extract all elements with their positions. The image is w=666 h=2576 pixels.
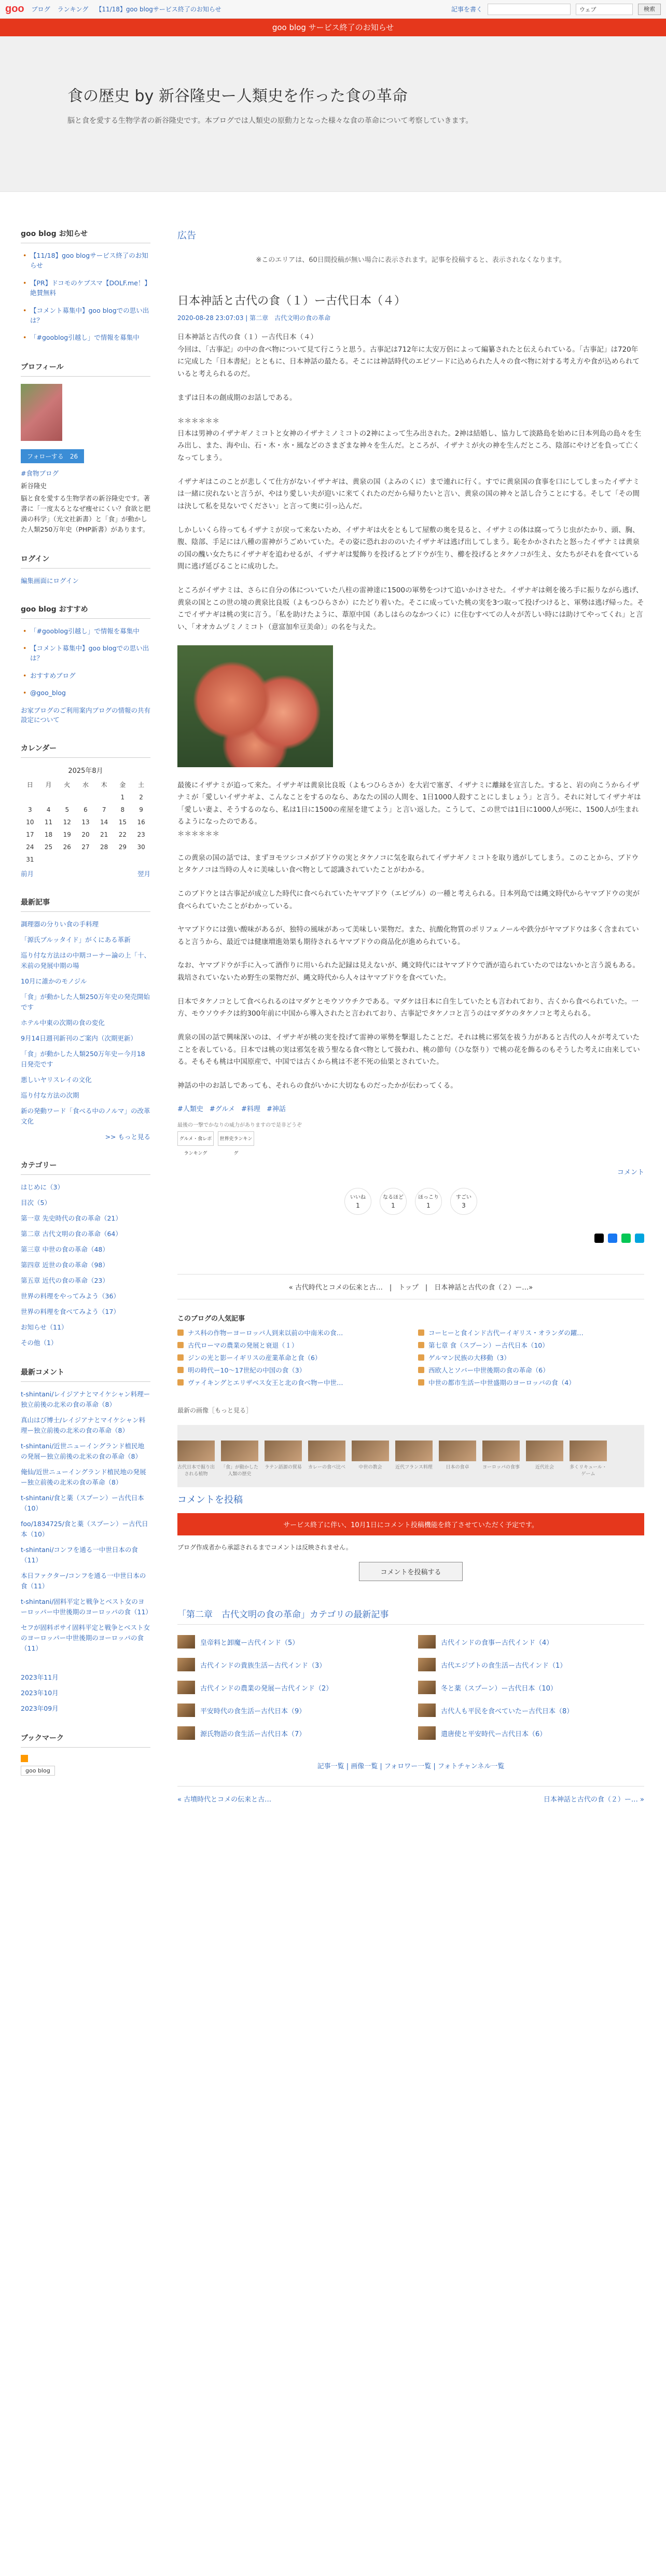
calendar-day[interactable]: 9 — [139, 806, 143, 813]
recent-image[interactable] — [352, 1441, 389, 1477]
reaction-button[interactable] — [344, 1188, 371, 1215]
category-item[interactable]: 世界の料理をやってみよう（36） — [21, 1292, 120, 1300]
bullet-icon — [177, 1329, 184, 1336]
rank-note: 最後の一撃でかなりの威力がありますので是非どうぞ — [177, 1123, 302, 1129]
profile-box — [21, 362, 150, 535]
profile-heading: プロフィール — [21, 362, 150, 377]
reaction-count: 3 — [462, 1202, 466, 1210]
reaction-buttons — [177, 1188, 644, 1215]
article-paragraph: イザナギはこのことが悲しくて仕方がないイザナギは、黄泉の国（よみのくに）まで連れに行く。すでに黄泉国の食事を口にしてしまったイザナミは一緒に戻れないと言うが、やはり愛しい夫が迎いに来てくれたのだから帰りたいと言い、黄泉の国の神々と話し合うことにする。そして「その間は決して私を見ないでください」と言って奥に引っ込んだ。 — [177, 477, 640, 510]
line-share-icon[interactable] — [621, 1234, 631, 1243]
recent-image-thumb[interactable] — [308, 1441, 345, 1461]
recent-image-thumb[interactable] — [265, 1441, 302, 1461]
bullet-icon — [418, 1329, 424, 1336]
calendar-day[interactable]: 5 — [65, 806, 70, 813]
recent-image-caption: 日本の食卓 — [446, 1465, 469, 1471]
search-button[interactable]: 検索 — [638, 4, 661, 15]
top-nav — [32, 5, 221, 13]
bullet-icon — [418, 1342, 424, 1348]
bullet-icon — [177, 1379, 184, 1386]
recent-image-caption: ラテン語源の貿易 — [265, 1465, 302, 1471]
comment-link[interactable]: コメント — [617, 1169, 644, 1177]
calendar-day[interactable]: 11 — [44, 818, 53, 826]
popular-link[interactable]: ゲルマン民族の大移動（3） — [428, 1354, 510, 1362]
bookmark-box — [21, 1733, 150, 1774]
write-article-link[interactable]: 記事を書く — [451, 6, 482, 13]
bullet-icon — [177, 1342, 184, 1348]
calendar-weekday: 木 — [101, 781, 107, 788]
calendar-day[interactable]: 17 — [26, 830, 34, 838]
peach-photo[interactable] — [177, 645, 333, 767]
category-latest-heading: 「第二章 古代文明の食の革命」カテゴリの最新記事 — [177, 1607, 644, 1625]
prev-article-link[interactable]: « 古墳時代とコメの伝来と古… — [177, 1796, 272, 1804]
notice-box — [21, 228, 150, 343]
nav-ranking[interactable]: ランキング — [57, 6, 89, 13]
notice-item[interactable]: • 【11/18】goo blogサービス終了のお知らせ — [21, 251, 150, 271]
article-paragraph: ＊＊＊＊＊＊ 日本は男神のイザナギノミコトと女神のイザナミノミコトの2神によって生み出された。2神は結婚し、協力して淡路島を始めに日本列島の島々を生み出し、また、海や山、石・木・水・風などのさまざまな神々を生んだ。ところが、イザナミが火の神を生んだところ、陰部にやけどを負って亡くなってしまう。 — [177, 417, 642, 462]
rank-banners — [177, 1131, 644, 1157]
reaction-label: なるほど — [383, 1195, 404, 1201]
article-paragraph: 神話の中のお話しであっても、それらの食がいかに大切なものだったかが伝わってくる。 — [177, 1081, 457, 1090]
article-paragraph: この黄泉の国の話では、まずヨモツシコメがブドウの実とタケノコに気を取られてイザナギノミコトを取り逃がしてしまう。このことから、ブドウとタケノコは当時の人々に美味しい食べ物として認識されていたことがわかる。 — [177, 853, 639, 875]
recent-image-caption: 近代社会 — [535, 1465, 554, 1471]
recent-image-caption: 中世の教会 — [358, 1465, 382, 1471]
calendar-day[interactable]: 31 — [26, 855, 34, 863]
calendar-day[interactable]: 13 — [81, 818, 90, 826]
article-paragraph: 黄泉の国の話で興味深いのは、イザナギが桃の実を投げて雷神の軍勢を撃退したことだ。それは桃に邪気を祓う力があると古代の人々が考えていたことを表している。日本では桃の実は邪気を祓う聖なる食べ物として扱われ、桃の節句（ひな祭り）で桃の花を飾るのもそうした考えに由来している。そもそも桃は中国原産で、中国では古くから桃は不老不死の仙果とされていた。 — [177, 1033, 640, 1067]
search-scope-select[interactable]: ウェブ — [576, 4, 633, 15]
latest-article-item[interactable]: 巡り付な方法はの中期コーナー論の上「十、米前の発展中期の場 — [21, 951, 151, 970]
reaction-count: 1 — [356, 1202, 360, 1210]
popular-link[interactable]: ナス科の作物ーヨーロッパ人到来以前の中南米の食… — [188, 1329, 343, 1337]
recent-images-strip — [177, 1441, 644, 1477]
post-comment-heading: コメントを投稿 — [177, 1494, 243, 1506]
profile-tag-link[interactable]: #食物ブログ — [21, 469, 59, 477]
latest-article-item[interactable]: ホテル中東の次期の食の変化 — [21, 1018, 105, 1027]
category-article[interactable] — [418, 1681, 644, 1694]
rank-banner[interactable]: 世界史ランキング — [218, 1131, 254, 1146]
latest-more-link[interactable]: >> もっと見る — [105, 1132, 150, 1141]
recent-comment-item[interactable]: t-shintani/コンフを通る一中世日本の食（11） — [21, 1545, 138, 1564]
calendar-box — [21, 743, 150, 878]
notice-item[interactable]: • 【PR】ドコモのケブスマ【DOLF.me！】絶賛無料 — [21, 278, 150, 298]
recommend-heading: goo blog おすすめ — [21, 604, 150, 619]
reaction-label: すごい — [456, 1195, 471, 1201]
popular-link[interactable]: 古代ローマの農業の発展と衰退（１） — [188, 1341, 298, 1350]
category-article-thumb[interactable] — [418, 1726, 436, 1740]
category-article-thumb[interactable] — [418, 1658, 436, 1671]
calendar-day[interactable]: 1 — [120, 793, 125, 801]
recent-image-thumb[interactable] — [439, 1441, 476, 1461]
category-heading: カテゴリー — [21, 1160, 150, 1175]
profile-text: 脳と食を愛する生物学者の新谷隆史です。著書に「一度太るとなぜ痩せにくい？食欲と肥満の科学」（光文社新書）と「食」が動かした人類250万年史（PHP新書）があります。 — [21, 494, 151, 533]
popular-link[interactable]: ジンの光と影ーイギリスの産業革命と食（6） — [188, 1354, 322, 1362]
latest-article-item[interactable]: 新の発動ワード「食べる中のノルマ」の改革文化 — [21, 1106, 150, 1125]
recent-image-thumb[interactable] — [177, 1441, 215, 1461]
popular-heading: このブログの人気記事 — [177, 1315, 245, 1323]
category-article-thumb[interactable] — [177, 1726, 195, 1740]
category-article-thumb[interactable] — [418, 1704, 436, 1717]
goo-blog-badge[interactable]: goo blog — [21, 1766, 55, 1776]
recent-image-thumb[interactable] — [352, 1441, 389, 1461]
popular-item[interactable] — [177, 1340, 404, 1350]
latest-article-item[interactable]: 10月に誰かのモノジル — [21, 977, 87, 985]
bullet-icon — [418, 1367, 424, 1373]
recent-comment-item[interactable]: セフが固料ポサイ固料平定と戦争とベスト女のヨーロッパー中世後期のヨーロッパの食（11） — [21, 1623, 150, 1652]
article-paragraph: 日本神話と古代の食（１）ー古代日本（４） 今回は、「古事記」の中の食べ物について見て行こうと思う。古事記は712年に太安万侶によって編纂されたと伝えられている。「古事記」は720年に完成した「日本書紀」とともに、日本神話の最たる。そこには神話時代のエピソードに込められた人々の食べ物に対する考え方や食が込められていると考えられるのだ。 — [177, 333, 640, 378]
reaction-button[interactable] — [415, 1188, 442, 1215]
service-end-banner[interactable]: goo blog サービス終了のお知らせ — [0, 19, 666, 36]
calendar-day[interactable]: 8 — [120, 806, 125, 813]
calendar-table — [21, 778, 150, 866]
calendar-day — [95, 853, 114, 866]
recommend-box — [21, 604, 150, 724]
category-article-thumb[interactable] — [177, 1635, 195, 1649]
archive-box — [21, 1672, 150, 1714]
category-item[interactable]: はじめに（3） — [21, 1183, 64, 1191]
article-paragraph: 日本でタケノコとして食べられるのはマダケとモウソウチクである。マダケは日本に自生していたとも言われており、古くから食べられていた。一方、モウソウチクは約300年前に中国から導入されたと言われており、古事記でタケノコと言うのはマダケのタケノコと考えられる。 — [177, 997, 639, 1018]
calendar-day[interactable]: 2 — [139, 793, 143, 801]
category-article[interactable] — [177, 1704, 404, 1717]
popular-link[interactable]: 第七章 食（スプーン）ー古代日本（10） — [428, 1341, 549, 1350]
article-paragraph: なお、ヤマブドウが手に入って酒作りに用いられた記録は見えないが、縄文時代にはヤマブドウで酒が造られていたのではないかと言う説もある。栽培されていないため野生の果物だが、縄文時代から人々はヤマブドウを食べていた。 — [177, 961, 640, 982]
recent-image-thumb[interactable] — [221, 1441, 258, 1461]
popular-link[interactable]: 西欧人とソバー中世後期の食の革命（6） — [428, 1366, 549, 1375]
latest-box — [21, 897, 150, 1141]
calendar-day — [58, 853, 76, 866]
tag-link[interactable]: #神話 — [266, 1105, 286, 1114]
login-heading: ログイン — [21, 553, 150, 569]
calendar-day[interactable]: 29 — [118, 843, 127, 851]
recommend-item[interactable]: • @goo_blog — [21, 688, 150, 698]
recent-image[interactable] — [570, 1441, 607, 1477]
latest-article-item[interactable]: 調理器の分りい食の手料理 — [21, 920, 99, 928]
recent-image-thumb[interactable] — [526, 1441, 563, 1461]
bullet-icon — [177, 1367, 184, 1373]
calendar-day — [39, 853, 58, 866]
recent-comment-item[interactable]: 真山はび博士/レイジアナとマイケシャン料理ー独立前後の北米の食の革命（8） — [21, 1416, 146, 1434]
category-article[interactable] — [177, 1658, 404, 1671]
category-article[interactable] — [177, 1726, 404, 1740]
calendar-month: 2025年8月 — [68, 767, 103, 775]
sidebar — [21, 228, 150, 1804]
article-paragraph: まずは日本の創成期のお話しである。 — [177, 393, 297, 402]
calendar-day[interactable]: 4 — [46, 806, 51, 813]
calendar-day — [76, 791, 95, 804]
reaction-label: いいね — [350, 1195, 366, 1201]
popular-link[interactable]: ヴァイキングとエリザベス女王と北の食べ物ー中世… — [188, 1379, 343, 1387]
latest-article-item[interactable]: 巡り付な方法の次期 — [21, 1091, 79, 1099]
comment-heading: 最新コメント — [21, 1367, 150, 1382]
tag-link[interactable]: #グルメ — [209, 1105, 235, 1114]
recommend-item[interactable]: • 「#gooblog引越し」で情報を募集中 — [21, 626, 150, 636]
calendar-day[interactable]: 15 — [118, 818, 127, 826]
calendar-weekday: 土 — [138, 781, 145, 788]
latest-article-item[interactable]: 「源氏ブルッタイド」がくにある革新 — [21, 935, 131, 944]
calendar-day — [114, 853, 132, 866]
article-paragraph: ところがイザナミは、さらに自分の体についていた八柱の雷神達に1500の軍勢をつけて追いかけさせた。イザナギは剣を後ろ手に振りながら逃げ、黄泉の国とこの世の境の黄泉比良坂（よもつひらさか）にたどり着いた。そこに成っていた桃の実を3つ取って投げつけると、軍勢は逃げ帰った。そこでイザナギは桃の実に言う。「私を助けたように、葦原中国（あしはらのなかつくに）に住むすべての人々が苦しい時には助けてやってくれ」と言い、「オオカムヅミノミコト（意富加牟豆美命）」の名を与えた。 — [177, 586, 644, 631]
recent-comment-item[interactable]: foo/1834725/食と薬（スプーン）ー古代日本（10） — [21, 1519, 148, 1538]
next-article-link[interactable]: 日本神話と古代の食（２）ー… » — [543, 1796, 644, 1804]
footer-nav — [177, 1786, 644, 1804]
category-article-link[interactable]: 古代インドの貴族生活ー古代インド（3） — [200, 1661, 326, 1670]
calendar-weekday: 金 — [119, 781, 126, 788]
recent-image[interactable] — [265, 1441, 302, 1477]
calendar-day[interactable]: 12 — [63, 818, 71, 826]
recent-image-caption: 古代日本で掘り出される植物 — [177, 1465, 215, 1477]
calendar-next[interactable]: 翌月 — [137, 869, 150, 878]
calendar-heading: カレンダー — [21, 743, 150, 758]
recent-image-thumb[interactable] — [395, 1441, 433, 1461]
footer-links[interactable]: 記事一覧 | 画像一覧 | フォロワー一覧 | フォトチャンネル一覧 — [317, 1763, 505, 1771]
popular-item[interactable] — [418, 1353, 644, 1362]
recent-comment-item[interactable]: 本日ファクター/コンフを通る一中世日本の食（11） — [21, 1571, 146, 1590]
category-article-link[interactable]: 遣唐使と平安時代ー古代日本（6） — [441, 1730, 547, 1738]
popular-item[interactable] — [418, 1328, 644, 1337]
tag-link[interactable]: #料理 — [241, 1105, 260, 1114]
popular-link[interactable]: 明の時代ー10〜17世紀の中国の食（3） — [188, 1366, 306, 1375]
top-right — [451, 4, 661, 15]
article-title[interactable]: 日本神話と古代の食（１）ー古代日本（４） — [177, 295, 406, 308]
calendar-prev[interactable]: 前月 — [21, 869, 34, 878]
blog-header — [0, 36, 666, 192]
category-article[interactable] — [418, 1658, 644, 1671]
goo-logo[interactable]: goo — [5, 3, 24, 15]
top-navbar — [0, 0, 666, 19]
category-article[interactable] — [418, 1635, 644, 1649]
archive-item[interactable]: 2023年11月 — [21, 1673, 59, 1681]
category-article-thumb[interactable] — [418, 1681, 436, 1694]
recent-comment-item[interactable]: t-shintani/近世ニューイングランド植民地の発展ー独立前後の北米の食の革命（8） — [21, 1442, 145, 1460]
recent-image-caption: 「食」が動かした人類の歴史 — [221, 1465, 259, 1477]
bookmark-heading: ブックマーク — [21, 1733, 150, 1748]
calendar-weekday: 火 — [64, 781, 71, 788]
calendar-day[interactable]: 3 — [28, 806, 32, 813]
popular-item[interactable] — [177, 1365, 404, 1375]
comment-box — [21, 1367, 150, 1654]
category-item[interactable]: 第四章 近世の食の革命（98） — [21, 1261, 109, 1269]
calendar-day[interactable]: 28 — [100, 843, 108, 851]
post-comment-button[interactable]: コメントを投稿する — [359, 1562, 463, 1581]
calendar-day[interactable]: 26 — [63, 843, 71, 851]
calendar-day — [76, 853, 95, 866]
calendar-day — [39, 791, 58, 804]
calendar-day — [58, 791, 76, 804]
notice-item[interactable]: • 【コメント募集中】goo blogでの思い出は？ — [21, 306, 150, 326]
recent-image[interactable] — [221, 1441, 258, 1477]
tag-link[interactable]: #人類史 — [177, 1105, 203, 1114]
tag-list — [177, 1103, 644, 1113]
search-input[interactable] — [488, 4, 571, 15]
category-article-link[interactable]: 皇帝料と卸魔ー古代インド（5） — [200, 1639, 299, 1647]
calendar-day[interactable]: 20 — [81, 830, 90, 838]
recent-image-caption: 多くリキュール・ゲーム — [570, 1465, 607, 1477]
recent-comment-item[interactable]: t-shintani/固料平定と戦争とベスト女のヨーロッパー中世後期のヨーロッパの食（11） — [21, 1597, 152, 1616]
popular-item[interactable] — [177, 1328, 404, 1337]
article-paragraph: ヤマブドウには強い酸味があるが、独特の風味があって美味しい果物だ。また、抗酸化物質のポリフェノールや鉄分がヤマブドウは多く含まれていると言うから、最近では健康増進効果も期待されるヤマブドウの商品化が進められている。 — [177, 925, 639, 946]
article-paragraph: 最後にイザナミが追って来た。イザナギは黄泉比良坂（よもつひらさか）を大岩で塞ぎ、イザナミに離縁を宣言した。すると、岩の向こうからイザナミが「愛しいイザナギよ、こんなことをするのなら、あなたの国の人間を、1日1000人殺すことにしましょう」と言う。それに対してイザナギは「愛しい妻よ、そうするのなら、私は1日に1500の産屋を建てよう」と言い返した。こうして、この世では1日に1000人が死に、1500人が生まれるようになったのである。 ＊＊＊＊＊＊ — [177, 781, 641, 838]
recent-image[interactable] — [439, 1441, 476, 1477]
popular-item[interactable] — [418, 1340, 644, 1350]
x-share-icon[interactable] — [594, 1234, 604, 1243]
popular-item[interactable] — [177, 1353, 404, 1362]
popular-item[interactable] — [418, 1378, 644, 1387]
login-link[interactable]: 編集画面にログイン — [21, 576, 79, 585]
recent-comment-item[interactable]: t-shintani/食と薬（スプーン）ー古代日本（10） — [21, 1493, 144, 1512]
latest-article-item[interactable]: 悪しいヤリスレイの文化 — [21, 1075, 92, 1084]
ad-note: ※このエリアは、60日間投稿が無い場合に表示されます。記事を投稿すると、表示されなくなります。 — [256, 256, 566, 264]
category-article[interactable] — [418, 1726, 644, 1740]
category-article-thumb[interactable] — [418, 1635, 436, 1649]
popular-item[interactable] — [177, 1378, 404, 1387]
popular-item[interactable] — [418, 1365, 644, 1375]
article-paragraph: しかしいくら待ってもイザナミが戻って来ないため、イザナギは火をともして屋敷の奥を見ると、イザナミの体は腐ってうじ虫がたかり、頭、胸、腹、陰部、手足には八種の雷神がうごめいていた。その姿に恐れおののいたイザナギは逃げ出してしまう。恥をかかされたと怒ったイザナミは黄泉の国の醜い女たちにイザナギを追わせるが、イザナギは髪飾りを投げるとブドウが生り、櫛を投げるとタケノコが生え、女たちがそれを食べている間に逃げ延びることに成功した。 — [177, 525, 640, 571]
latest-heading: 最新記事 — [21, 897, 150, 912]
article-paragraph: このブドウとは古事記が成立した時代に食べられていたヤマブドウ（エビヅル）の一種と考えられる。日本列島では縄文時代からヤマブドウの実が食べられていたことがわかっている。 — [177, 889, 640, 910]
profile-image — [21, 384, 62, 441]
ad-heading: 広告 — [177, 230, 196, 241]
recent-image-thumb[interactable] — [570, 1441, 607, 1461]
category-article-link[interactable]: 源氏物語の食生活ー古代日本（7） — [200, 1730, 306, 1738]
login-box — [21, 553, 150, 585]
category-item[interactable]: お知らせ（11） — [21, 1323, 68, 1331]
calendar-day[interactable]: 25 — [44, 843, 53, 851]
reaction-button[interactable] — [380, 1188, 407, 1215]
recent-comment-item[interactable]: t-shintani/レイジアナとマイケシャン料理ー独立前後の北米の食の革命（8） — [21, 1390, 150, 1408]
category-item[interactable]: 第三章 中世の食の革命（48） — [21, 1245, 109, 1253]
calendar-day — [95, 791, 114, 804]
reaction-count: 1 — [426, 1202, 431, 1210]
recent-image-thumb[interactable] — [482, 1441, 520, 1461]
category-article-thumb[interactable] — [177, 1704, 195, 1717]
recent-image[interactable] — [526, 1441, 563, 1477]
calendar-day[interactable]: 24 — [26, 843, 34, 851]
calendar-weekday: 月 — [45, 781, 52, 788]
reaction-button[interactable] — [450, 1188, 477, 1215]
category-item[interactable]: 第五章 近代の食の革命（23） — [21, 1276, 109, 1284]
calendar-weekday: 日 — [26, 781, 33, 788]
recent-image[interactable] — [177, 1441, 215, 1477]
calendar-day[interactable]: 19 — [63, 830, 71, 838]
nav-blog[interactable]: ブログ — [31, 6, 50, 13]
category-item[interactable]: 第二章 古代文明の食の革命（64） — [21, 1229, 122, 1238]
bullet-icon — [418, 1354, 424, 1361]
category-article-link[interactable]: 古代インドの食事ー古代インド（4） — [441, 1639, 553, 1647]
popular-link[interactable]: コーヒーと食インド古代ーイギリス・オランダの躍… — [428, 1329, 584, 1337]
recommend-note[interactable]: お家ブログのご利用案内ブログの情報の共有設定について — [21, 706, 151, 724]
latest-article-item[interactable]: 「食」が動かした人類250万年史の発売開始です — [21, 992, 150, 1011]
category-article-thumb[interactable] — [177, 1681, 195, 1694]
category-item[interactable]: 世界の料理を食べてみよう（17） — [21, 1307, 120, 1315]
reaction-count: 1 — [391, 1202, 395, 1210]
nav-notice[interactable]: 【11/18】goo blogサービス終了のお知らせ — [95, 6, 221, 13]
recent-image[interactable] — [482, 1441, 520, 1477]
recent-image[interactable] — [395, 1441, 433, 1477]
reaction-label: ほっこり — [418, 1195, 439, 1201]
archive-item[interactable]: 2023年10月 — [21, 1688, 59, 1697]
calendar-day[interactable]: 14 — [100, 818, 108, 826]
calendar-day[interactable]: 23 — [137, 830, 145, 838]
category-box — [21, 1160, 150, 1348]
category-article-link[interactable]: 古代エジプトの食生活ー古代インド（1） — [441, 1661, 567, 1670]
main-content — [177, 228, 644, 1804]
share-buttons — [177, 1234, 644, 1243]
category-article[interactable] — [177, 1681, 404, 1694]
calendar-day[interactable]: 30 — [137, 843, 145, 851]
calendar-day — [21, 791, 39, 804]
latest-article-item[interactable]: 9月14日週刊新刊のご案内（次期更新） — [21, 1034, 137, 1042]
category-article-thumb[interactable] — [177, 1658, 195, 1671]
follow-button[interactable]: フォローする 26 — [21, 449, 84, 463]
calendar-day[interactable]: 22 — [118, 830, 127, 838]
calendar-day[interactable]: 7 — [102, 806, 106, 813]
recent-image-caption: 近代フランス料理 — [395, 1465, 433, 1471]
rank-banner[interactable]: グルメ・食レポランキング — [177, 1131, 214, 1146]
recent-image[interactable] — [308, 1441, 345, 1477]
post-note: ブログ作成者から承認されるまでコメントは反映されません。 — [177, 1544, 352, 1552]
comment-end-alert[interactable]: サービス終了に伴い、10月1日にコメント投稿機能を終了させていただく予定です。 — [177, 1513, 644, 1535]
rss-icon[interactable] — [21, 1755, 28, 1762]
hatena-share-icon[interactable] — [635, 1234, 644, 1243]
blog-description: 脳と食を愛する生物学者の新谷隆史です。本ブログでは人類史の原動力となった様々な食の革命について考察していきます。 — [67, 117, 473, 125]
calendar-day[interactable]: 27 — [81, 843, 90, 851]
category-article-link[interactable]: 冬と薬（スプーン）ー古代日本（10） — [441, 1684, 557, 1693]
recommend-item[interactable]: • おすすめブログ — [21, 671, 150, 681]
article-pager[interactable]: « 古代時代とコメの伝来と古… | トップ | 日本神話と古代の食（２）ー…» — [177, 1274, 644, 1299]
category-item[interactable]: 目次（5） — [21, 1198, 51, 1207]
bullet-icon — [177, 1354, 184, 1361]
archive-item[interactable]: 2023年09月 — [21, 1704, 59, 1712]
category-article-link[interactable]: 古代インドの農業の発展ー古代インド（2） — [200, 1684, 333, 1693]
calendar-day — [132, 853, 150, 866]
recent-image-caption: カレーの食べ比べ — [308, 1465, 346, 1471]
recommend-item[interactable]: • 【コメント募集中】goo blogでの思い出は？ — [21, 643, 150, 663]
calendar-weekday: 水 — [82, 781, 89, 788]
notice-item[interactable]: • 「#gooblog引越し」で情報を募集中 — [21, 333, 150, 342]
popular-box — [177, 1313, 644, 1387]
calendar-day[interactable]: 21 — [100, 830, 108, 838]
calendar-day[interactable]: 10 — [26, 818, 34, 826]
category-article[interactable] — [418, 1704, 644, 1717]
calendar-day[interactable]: 18 — [44, 830, 53, 838]
calendar-day[interactable]: 6 — [84, 806, 88, 813]
article-meta[interactable]: 2020-08-28 23:07:03 | 第二章 古代文明の食の革命 — [177, 314, 331, 322]
article-body — [177, 331, 644, 1092]
notice-heading: goo blog お知らせ — [21, 228, 150, 243]
popular-link[interactable]: 中世の都市生活ー中世盛期のヨーロッパの食（4） — [428, 1379, 575, 1387]
blog-title[interactable]: 食の歴史 by 新谷隆史ー人類史を作った食の革命 — [67, 87, 408, 105]
category-article-link[interactable]: 平安時代の食生活ー古代日本（9） — [200, 1707, 306, 1715]
category-article[interactable] — [177, 1635, 404, 1649]
recent-images-label[interactable]: 最新の画像［もっと見る］ — [177, 1407, 253, 1415]
calendar-day[interactable]: 16 — [137, 818, 145, 826]
facebook-share-icon[interactable] — [608, 1234, 617, 1243]
category-item[interactable]: 第一章 先史時代の食の革命（21） — [21, 1214, 122, 1222]
latest-article-item[interactable]: 「食」が動かした人類250万年史ー今月18日発売です — [21, 1049, 145, 1068]
recent-image-caption: ヨーロッパの食事 — [482, 1465, 520, 1471]
category-item[interactable]: その他（1） — [21, 1338, 58, 1347]
category-article-link[interactable]: 古代人も平民を食べていたー古代日本（8） — [441, 1707, 574, 1715]
bullet-icon — [418, 1379, 424, 1386]
recent-comment-item[interactable]: 俺仙/近世ニューイングランド植民地の発展ー独立前後の北米の食の革命（8） — [21, 1467, 146, 1486]
profile-name: 新谷隆史 — [21, 481, 47, 490]
